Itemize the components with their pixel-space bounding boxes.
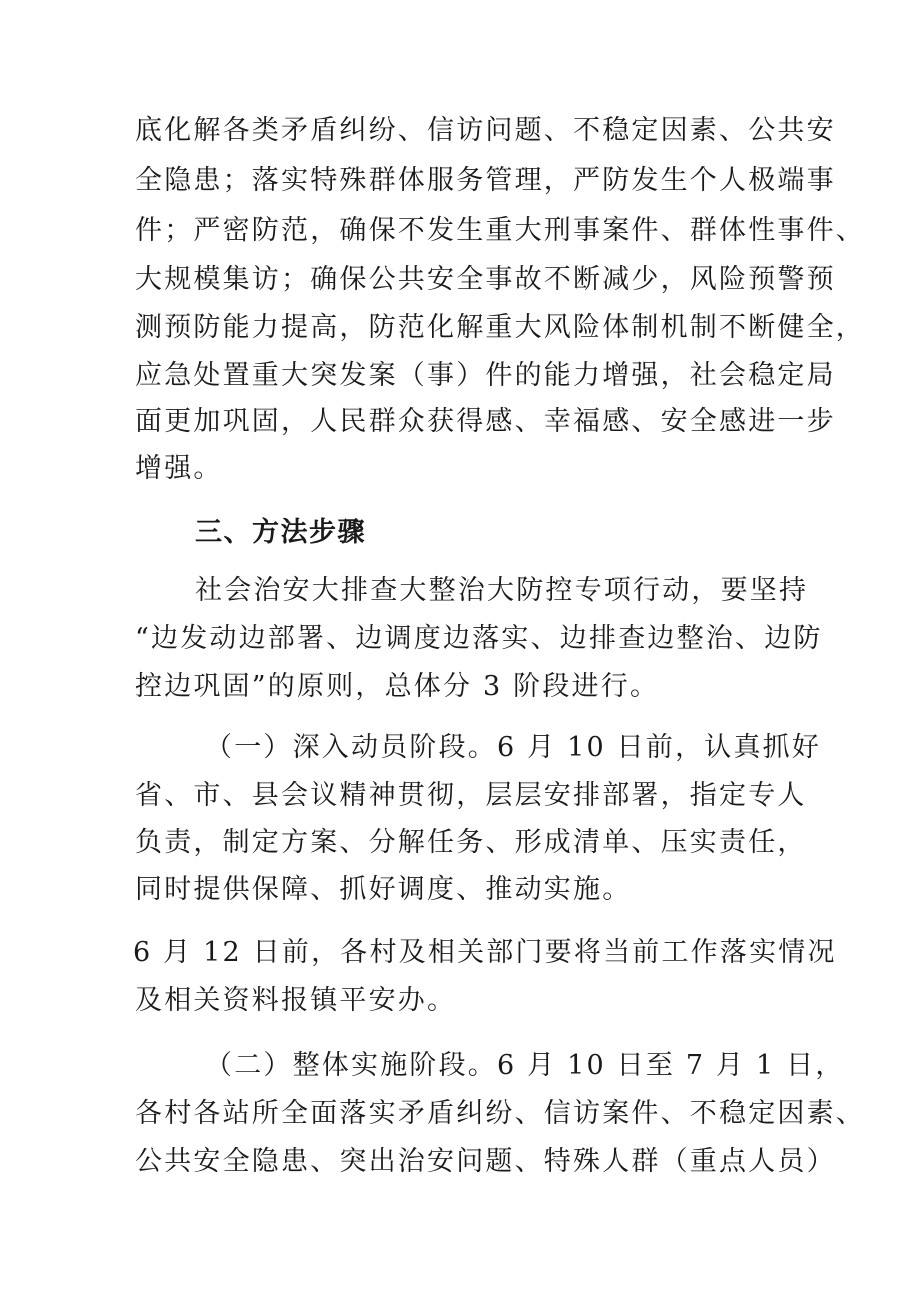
- stage-1-line: 省、市、县会议精神贯彻，层层安排部署，指定专人: [135, 780, 807, 811]
- paragraph-line: 应急处置重大突发案（事）件的能力增强，社会稳定局: [135, 360, 836, 391]
- paragraph-line: 大规模集访；确保公共安全事故不断减少，风险预警预: [135, 264, 836, 295]
- paragraph-line: “边发动边部署、边调度边落实、边排查边整治、边防: [135, 623, 823, 654]
- paragraph-line: 件；严密防范，确保不发生重大刑事案件、群体性事件、: [135, 215, 865, 246]
- paragraph-line: 底化解各类矛盾纠纷、信访问题、不稳定因素、公共安: [135, 115, 836, 146]
- stage-1-line: 负责，制定方案、分解任务、形成清单、压实责任，: [135, 827, 807, 858]
- paragraph-line: 全隐患；落实特殊群体服务管理，严防发生个人极端事: [135, 165, 836, 196]
- stage-1-extra-line: 及相关资料报镇平安办。: [135, 985, 457, 1016]
- stage-1-extra-line: 6 月 12 日前，各村及相关部门要将当前工作落实情况: [133, 937, 837, 968]
- stage-2-line: （二）整体实施阶段。6 月 10 日至 7 月 1 日，: [205, 1050, 845, 1081]
- paragraph-line: 社会治安大排查大整治大防控专项行动，要坚持: [195, 575, 809, 606]
- paragraph-line: 控边巩固”的原则，总体分 3 阶段进行。: [135, 671, 660, 702]
- paragraph-line: 面更加巩固，人民群众获得感、幸福感、安全感进一步: [135, 406, 836, 437]
- paragraph-line: 测预防能力提高，防范化解重大风险体制机制不断健全，: [135, 312, 865, 343]
- stage-1-line: （一）深入动员阶段。6 月 10 日前，认真抓好: [205, 732, 822, 763]
- stage-2-line: 各村各站所全面落实矛盾纠纷、信访案件、不稳定因素、: [135, 1098, 865, 1129]
- stage-2-line: 公共安全隐患、突出治安问题、特殊人群（重点人员）: [135, 1146, 836, 1177]
- paragraph-line: 增强。: [135, 453, 223, 484]
- section-heading: 三、方法步骤: [195, 517, 366, 548]
- stage-1-line: 同时提供保障、抓好调度、推动实施。: [135, 874, 632, 905]
